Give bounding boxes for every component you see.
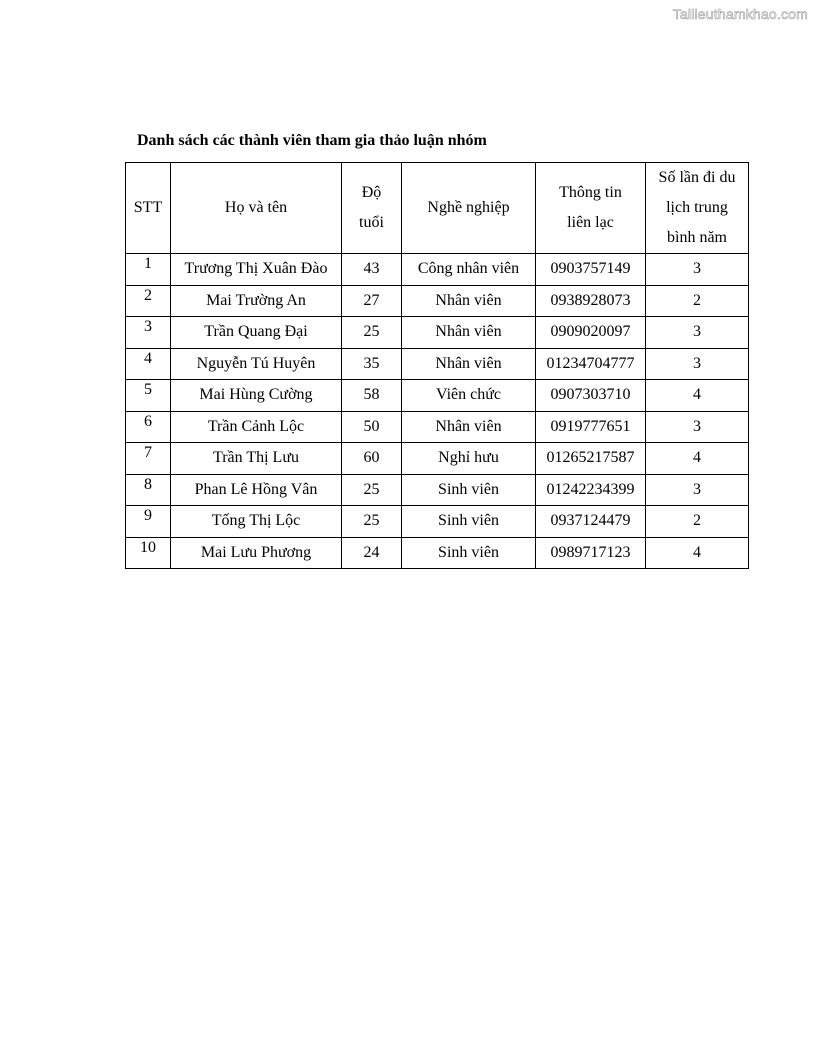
cell-name: Phan Lê Hồng Vân <box>171 474 342 506</box>
cell-job: Viên chức <box>402 380 536 412</box>
cell-phone: 01242234399 <box>536 474 646 506</box>
cell-stt: 3 <box>126 317 171 349</box>
cell-age: 58 <box>342 380 402 412</box>
cell-phone: 0903757149 <box>536 254 646 286</box>
table-row <box>126 380 749 412</box>
cell-trips: 3 <box>646 474 749 506</box>
table-header-row <box>126 163 749 254</box>
cell-name: Tống Thị Lộc <box>171 506 342 538</box>
header-trips-line-3: bình năm <box>667 229 727 246</box>
cell-name: Mai Trường An <box>171 285 342 317</box>
cell-job: Nhân viên <box>402 411 536 443</box>
cell-stt: 1 <box>126 254 171 286</box>
header-job: Nghề nghiệp <box>402 163 536 254</box>
cell-stt: 10 <box>126 537 171 569</box>
header-stt: STT <box>126 163 171 254</box>
document-title: Danh sách các thành viên tham gia thảo luận nhóm <box>137 132 487 149</box>
cell-job: Nhân viên <box>402 317 536 349</box>
cell-name: Trương Thị Xuân Đào <box>171 254 342 286</box>
header-contact-line-1: Thông tin <box>559 184 622 201</box>
cell-name: Trần Cảnh Lộc <box>171 411 342 443</box>
cell-name: Trần Thị Lưu <box>171 443 342 475</box>
cell-job: Sinh viên <box>402 474 536 506</box>
cell-age: 25 <box>342 474 402 506</box>
cell-age: 50 <box>342 411 402 443</box>
table-row <box>126 474 749 506</box>
cell-trips: 3 <box>646 348 749 380</box>
cell-trips: 4 <box>646 537 749 569</box>
cell-job: Công nhân viên <box>402 254 536 286</box>
cell-trips: 4 <box>646 443 749 475</box>
cell-phone: 01234704777 <box>536 348 646 380</box>
table-row <box>126 285 749 317</box>
header-contact <box>536 163 646 254</box>
cell-age: 25 <box>342 506 402 538</box>
cell-age: 24 <box>342 537 402 569</box>
table-row <box>126 537 749 569</box>
cell-trips: 3 <box>646 411 749 443</box>
cell-stt: 6 <box>126 411 171 443</box>
cell-trips: 3 <box>646 254 749 286</box>
cell-phone: 0937124479 <box>536 506 646 538</box>
watermark-text: Tailieuthamkhao.com <box>672 6 808 22</box>
cell-stt: 4 <box>126 348 171 380</box>
cell-trips: 4 <box>646 380 749 412</box>
cell-age: 43 <box>342 254 402 286</box>
cell-phone: 0989717123 <box>536 537 646 569</box>
cell-phone: 0919777651 <box>536 411 646 443</box>
cell-job: Nhân viên <box>402 285 536 317</box>
table-row <box>126 348 749 380</box>
cell-trips: 3 <box>646 317 749 349</box>
cell-age: 60 <box>342 443 402 475</box>
cell-trips: 2 <box>646 285 749 317</box>
header-trips <box>646 163 749 254</box>
cell-phone: 01265217587 <box>536 443 646 475</box>
members-table <box>125 162 749 569</box>
cell-stt: 2 <box>126 285 171 317</box>
cell-age: 25 <box>342 317 402 349</box>
cell-phone: 0938928073 <box>536 285 646 317</box>
cell-job: Nghỉ hưu <box>402 443 536 475</box>
cell-trips: 2 <box>646 506 749 538</box>
cell-phone: 0909020097 <box>536 317 646 349</box>
cell-age: 27 <box>342 285 402 317</box>
cell-job: Nhân viên <box>402 348 536 380</box>
header-contact-line-2: liên lạc <box>567 214 614 231</box>
cell-stt: 9 <box>126 506 171 538</box>
header-trips-line-2: lịch trung <box>666 199 728 216</box>
table-row <box>126 411 749 443</box>
cell-name: Nguyễn Tú Huyên <box>171 348 342 380</box>
header-age <box>342 163 402 254</box>
table-row <box>126 254 749 286</box>
table-row <box>126 506 749 538</box>
cell-stt: 5 <box>126 380 171 412</box>
header-name: Họ và tên <box>171 163 342 254</box>
table-row <box>126 317 749 349</box>
header-trips-line-1: Số lần đi du <box>658 169 736 186</box>
cell-name: Mai Lưu Phương <box>171 537 342 569</box>
header-age-line-1: Độ <box>361 184 382 201</box>
cell-name: Trần Quang Đại <box>171 317 342 349</box>
cell-phone: 0907303710 <box>536 380 646 412</box>
cell-name: Mai Hùng Cường <box>171 380 342 412</box>
table-row <box>126 443 749 475</box>
header-age-line-2: tuổi <box>359 214 384 231</box>
cell-job: Sinh viên <box>402 537 536 569</box>
cell-age: 35 <box>342 348 402 380</box>
cell-stt: 7 <box>126 443 171 475</box>
cell-job: Sinh viên <box>402 506 536 538</box>
cell-stt: 8 <box>126 474 171 506</box>
